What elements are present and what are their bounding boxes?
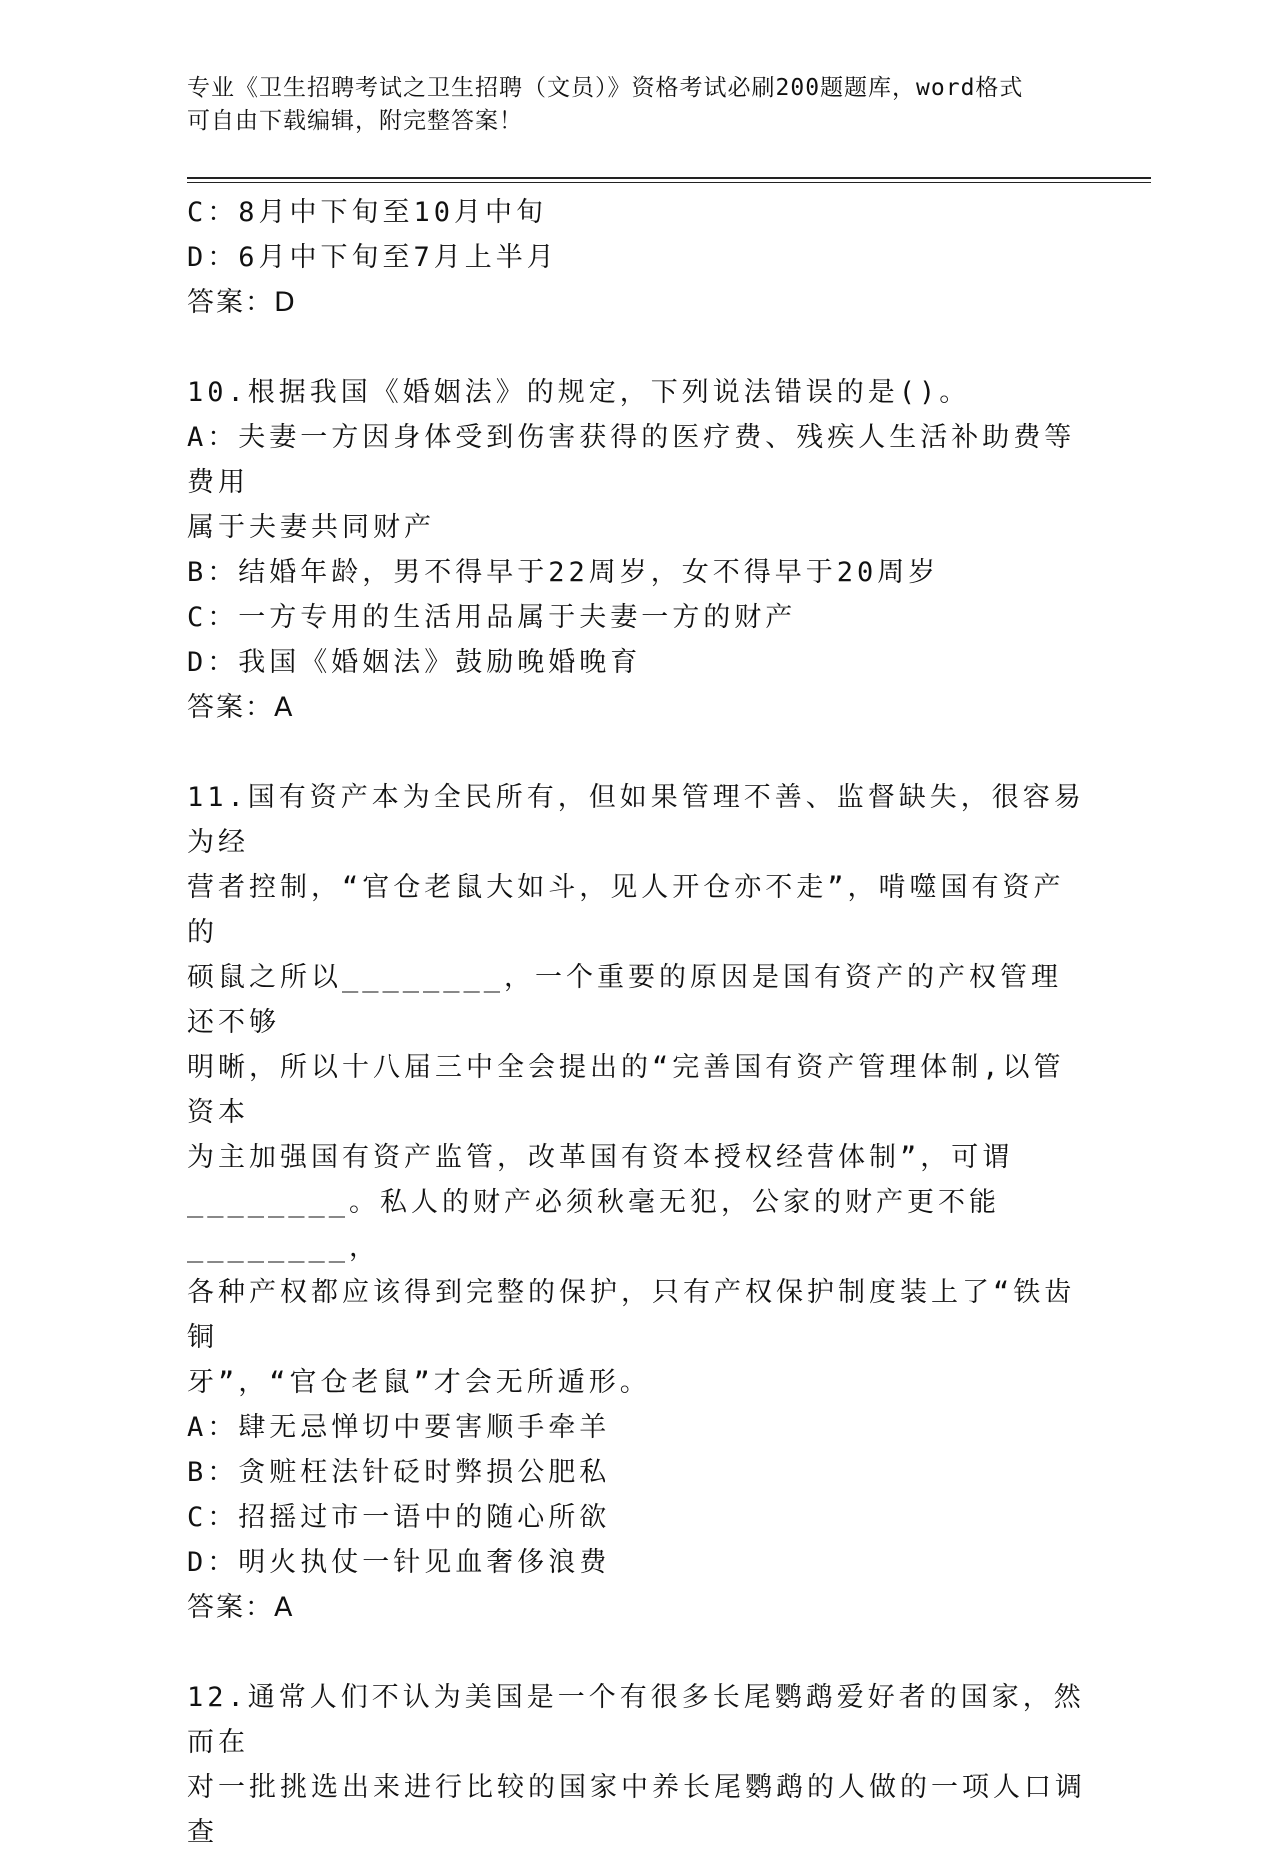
question-stem-line: 为主加强国有资产监管，改革国有资本授权经营体制”，可谓 bbox=[187, 1142, 1014, 1173]
document-body bbox=[187, 190, 1087, 1855]
header-line-2: 可自由下载编辑，附完整答案！ bbox=[187, 108, 523, 134]
question-stem-line: 12.通常人们不认为美国是一个有很多长尾鹦鹉爱好者的国家，然而在 bbox=[187, 1682, 1085, 1758]
answer-line: 答案：A bbox=[187, 692, 295, 723]
option-line: D：明火执仗一针见血奢侈浪费 bbox=[187, 1547, 611, 1578]
option-line: C：招摇过市一语中的随心所欲 bbox=[187, 1502, 611, 1533]
spacer bbox=[187, 1630, 1087, 1675]
question-stem-line: 对一批挑选出来进行比较的国家中养长尾鹦鹉的人做的一项人口调查 bbox=[187, 1772, 1086, 1848]
answer-line: 答案：D bbox=[187, 287, 297, 318]
option-line: B：结婚年龄，男不得早于22周岁，女不得早于20周岁 bbox=[187, 557, 940, 588]
option-line: B：贪赃枉法针砭时弊损公肥私 bbox=[187, 1457, 611, 1488]
option-line: C：8月中下旬至10月中旬 bbox=[187, 197, 548, 228]
option-line: A：肆无忌惮切中要害顺手牵羊 bbox=[187, 1412, 611, 1443]
spacer bbox=[187, 730, 1087, 775]
question-stem-line: 硕鼠之所以________，一个重要的原因是国有资产的产权管理还不够 bbox=[187, 962, 1063, 1038]
header-rule-thin bbox=[187, 182, 1151, 183]
question-stem-line: 营者控制，“官仓老鼠大如斗，见人开仓亦不走”，啃噬国有资产的 bbox=[187, 872, 1065, 948]
option-line: A：夫妻一方因身体受到伤害获得的医疗费、残疾人生活补助费等费用 bbox=[187, 422, 1076, 498]
question-stem: 10.根据我国《婚姻法》的规定，下列说法错误的是()。 bbox=[187, 377, 971, 408]
option-line: D：我国《婚姻法》鼓励晚婚晚育 bbox=[187, 647, 642, 678]
header-rule-thick bbox=[187, 177, 1151, 179]
question-stem-line: 明晰，所以十八届三中全会提出的“完善国有资产管理体制,以管资本 bbox=[187, 1052, 1065, 1128]
question-stem-line: 牙”，“官仓老鼠”才会无所遁形。 bbox=[187, 1367, 651, 1398]
spacer bbox=[187, 325, 1087, 370]
option-line: D：6月中下旬至7月上半月 bbox=[187, 242, 558, 273]
question-stem-line: ________。私人的财产必须秋毫无犯，公家的财产更不能________， bbox=[187, 1187, 1001, 1263]
option-line: C：一方专用的生活用品属于夫妻一方的财产 bbox=[187, 602, 797, 633]
question-stem-line: 11.国有资产本为全民所有，但如果管理不善、监督缺失，很容易为经 bbox=[187, 782, 1085, 858]
document-header bbox=[187, 72, 1077, 138]
answer-line: 答案：A bbox=[187, 1592, 295, 1623]
question-stem-line: 各种产权都应该得到完整的保护，只有产权保护制度装上了“铁齿铜 bbox=[187, 1277, 1076, 1353]
option-line: 属于夫妻共同财产 bbox=[187, 512, 435, 543]
header-line-1: 专业《卫生招聘考试之卫生招聘（文员）》资格考试必刷200题题库，word格式 bbox=[187, 75, 1024, 101]
